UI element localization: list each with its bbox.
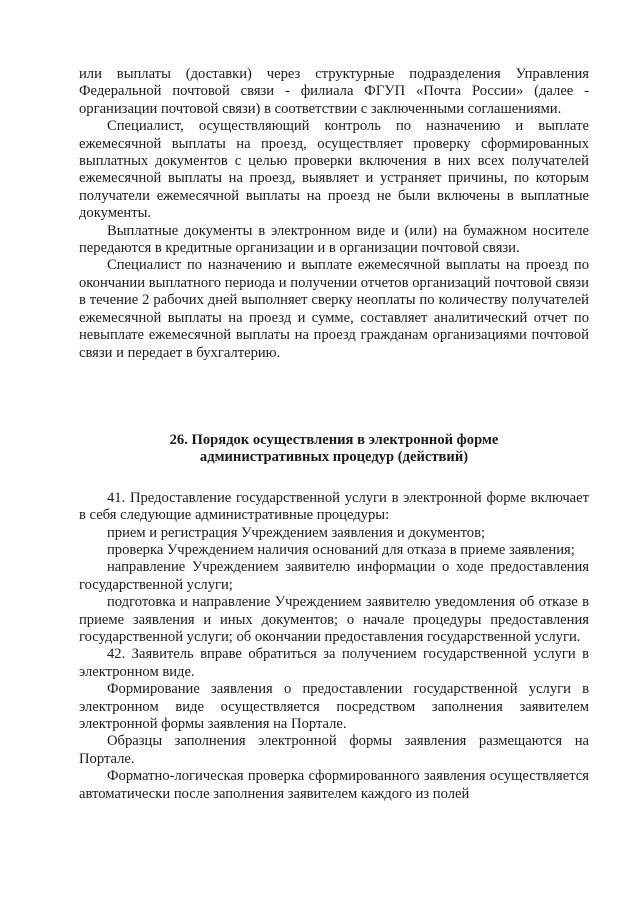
section-heading-line-1: 26. Порядок осуществления в электронной форме xyxy=(169,431,499,448)
paragraph-payment-delivery: или выплаты (доставки) через структурные подразделения Управления Федеральной почтовой связи - филиала ФГУП «Почта России» (далее - организации почтовой связи) в соответствии с заключенными соглашениями. xyxy=(79,66,589,117)
list-item-information: направление Учреждением заявителю информации о ходе предоставления государственной услуги; xyxy=(79,559,589,593)
paragraph-form-samples: Образцы заполнения электронной формы заявления размещаются на Портале. xyxy=(79,733,589,767)
paragraph-specialist-control: Специалист, осуществляющий контроль по назначению и выплате ежемесячной выплаты на проезд, осуществляет проверку сформированных выплатных документов с целью проверки включения в них всех получателей ежемесячной выплаты на проезд, выявляет и устраняет причины, по которым получатели ежемесячной выплаты на проезд не были включены в выплатные документы. xyxy=(79,118,589,222)
paragraph-format-check: Форматно-логическая проверка сформированного заявления осуществляется автоматически после заполнения заявителем каждого из полей xyxy=(79,768,589,802)
list-item-verification: проверка Учреждением наличия оснований для отказа в приеме заявления; xyxy=(107,541,575,558)
paragraph-41: 41. Предоставление государственной услуги в электронной форме включает в себя следующие административные процедуры: xyxy=(79,489,589,524)
list-item-reception: прием и регистрация Учреждением заявления и документов; xyxy=(107,524,486,541)
paragraph-payment-documents: Выплатные документы в электронном виде и (или) на бумажном носителе передаются в кредитные организации и в организации почтовой связи. xyxy=(79,222,589,257)
document-page xyxy=(79,66,589,803)
paragraph-reconciliation: Специалист по назначению и выплате ежемесячной выплаты на проезд по окончании выплатного периода и получении отчетов организаций почтовой связи в течение 2 рабочих дней выполняет сверку неоплаты по количеству получателей ежемесячной выплаты на проезд и сумме, составляет аналитический отчет по невыплате ежемесячной выплаты на проезд гражданам организациями почтовой связи и передает в бухгалтерию. xyxy=(79,257,589,361)
list-item-notification: подготовка и направление Учреждением заявителю уведомления об отказе в приеме заявления и иных документов; о начале процедуры предоставления государственной услуги; об окончании предоставления государственной услуги. xyxy=(79,594,589,645)
paragraph-application-form: Формирование заявления о предоставлении государственной услуги в электронном виде осуществляется посредством заполнения заявителем электронной формы заявления на Портале. xyxy=(79,681,589,732)
section-spacer xyxy=(79,362,589,432)
section-heading xyxy=(79,432,589,467)
section-heading-line-2: административных процедур (действий) xyxy=(199,449,469,466)
paragraph-42: 42. Заявитель вправе обратиться за получением государственной услуги в электронном виде. xyxy=(79,646,589,680)
